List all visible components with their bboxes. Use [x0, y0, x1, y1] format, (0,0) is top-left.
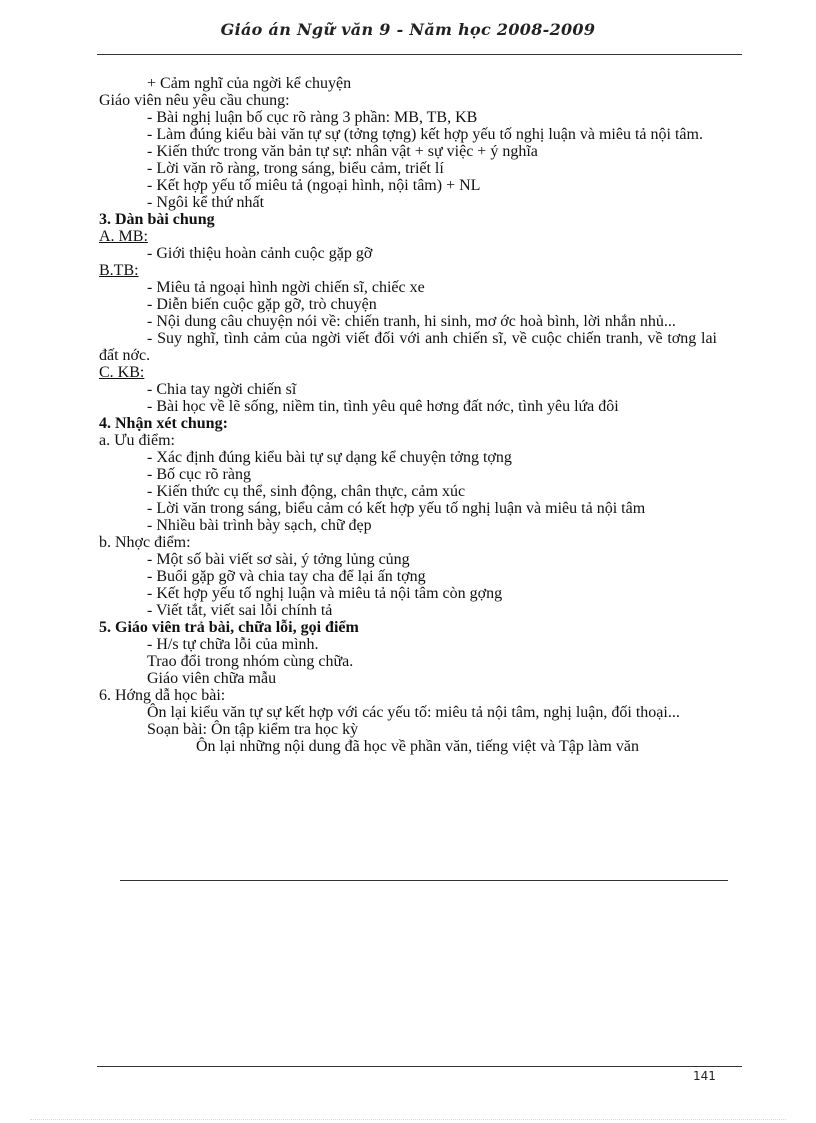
header-rule: [97, 54, 742, 55]
text-line: - Buổi gặp gỡ và chia tay cha để lại ấn tợng: [147, 568, 426, 585]
page-bottom-dotted-line: [30, 1119, 786, 1120]
page-number: 141: [693, 1069, 716, 1083]
content-end-rule: [120, 880, 728, 881]
text-line: a. Ưu điểm:: [99, 432, 175, 449]
text-line: - Bài học về lẽ sống, niềm tin, tình yêu quê hơng đất nớc, tình yêu lứa đôi: [147, 398, 619, 415]
text-line: - Nhiều bài trình bày sạch, chữ đẹp: [147, 517, 372, 534]
footer-rule: [97, 1066, 742, 1067]
text-line: - Miêu tả ngoại hình ngời chiến sĩ, chiếc xe: [147, 279, 425, 296]
text-line: - Bài nghị luận bố cục rõ ràng 3 phần: MB, TB, KB: [147, 109, 478, 126]
text-line: - Nội dung câu chuyện nói về: chiến tranh, hi sinh, mơ ớc hoà bình, lời nhắn nhủ...: [147, 313, 676, 330]
text-line: - Làm đúng kiểu bài văn tự sự (tởng tợng) kết hợp yếu tố nghị luận và miêu tả nội tâm.: [147, 126, 703, 143]
subsection-heading: C. KB:: [99, 364, 145, 381]
section-heading: 4. Nhận xét chung:: [99, 415, 228, 432]
text-line: Ôn lại những nội dung đã học về phần văn, tiếng việt và Tập làm văn: [196, 738, 639, 755]
text-line: - Kết hợp yếu tố miêu tả (ngoại hình, nội tâm) + NL: [147, 177, 481, 194]
text-line: Giáo viên nêu yêu cầu chung:: [99, 92, 290, 109]
text-line: - Một số bài viết sơ sài, ý tởng lủng củng: [147, 551, 410, 568]
text-line: - H/s tự chữa lỗi của mình.: [147, 636, 319, 653]
text-line: - Lời văn rõ ràng, trong sáng, biểu cảm, triết lí: [147, 160, 444, 177]
text-line: 6. Hớng dẫ học bài:: [99, 687, 226, 704]
text-line: - Giới thiệu hoàn cảnh cuộc gặp gỡ: [147, 245, 373, 262]
text-line: Ôn lại kiểu văn tự sự kết hợp với các yếu tố: miêu tả nội tâm, nghị luận, đối thoại...: [147, 704, 680, 721]
text-line: Soạn bài: Ôn tập kiểm tra học kỳ: [147, 721, 359, 738]
section-heading: 5. Giáo viên trả bài, chữa lỗi, gọi điểm: [99, 619, 359, 636]
section-heading: 3. Dàn bài chung: [99, 211, 215, 228]
text-line: - Lời văn trong sáng, biểu cảm có kết hợp yếu tố nghị luận và miêu tả nội tâm: [147, 500, 646, 517]
text-line: - Xác định đúng kiểu bài tự sự dạng kể chuyện tởng tợng: [147, 449, 512, 466]
text-line: Trao đổi trong nhóm cùng chữa.: [147, 653, 354, 670]
text-line: b. Nhợc điểm:: [99, 534, 191, 551]
text-line: - Ngôi kể thứ nhất: [147, 194, 265, 211]
text-line: - Kiến thức cụ thể, sinh động, chân thực, cảm xúc: [147, 483, 466, 500]
text-line: + Cảm nghĩ của ngời kể chuyện: [147, 75, 352, 92]
text-line: - Viết tắt, viết sai lỗi chính tả: [147, 602, 333, 619]
page-header-title: Giáo án Ngữ văn 9 - Năm học 2008-2009: [220, 20, 596, 39]
subsection-heading: B.TB:: [99, 262, 139, 279]
text-line: - Bố cục rõ ràng: [147, 466, 251, 483]
text-line: - Kết hợp yếu tố nghị luận và miêu tả nội tâm còn gợng: [147, 585, 503, 602]
text-line: - Suy nghĩ, tình cảm của ngời viết đối với anh chiến sĩ, về cuộc chiến tranh, về tơng lai đất nớc.: [99, 330, 717, 364]
text-line: - Diễn biến cuộc gặp gỡ, trò chuyện: [147, 296, 377, 313]
text-line: - Kiến thức trong văn bản tự sự: nhân vật + sự việc + ý nghĩa: [147, 143, 538, 160]
text-line: Giáo viên chữa mẫu: [147, 670, 277, 687]
text-line: - Chia tay ngời chiến sĩ: [147, 381, 297, 398]
subsection-heading: A. MB:: [99, 228, 148, 245]
document-body: [99, 75, 717, 755]
